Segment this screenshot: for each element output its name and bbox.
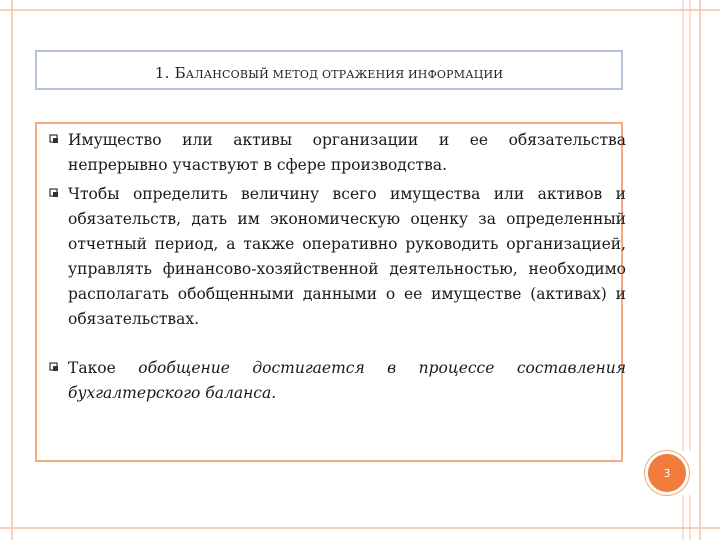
bullet-text xyxy=(68,356,626,406)
title-rest: АЛАНСОВЫЙ МЕТОД ОТРАЖЕНИЯ ИНФОРМАЦИИ xyxy=(185,68,504,81)
bullet-text-prefix: Такое xyxy=(68,359,139,377)
bullet-text: Имущество или активы организации и ее обязательства непрерывно участвуют в сфере производства. xyxy=(68,131,626,174)
bullet-text: Чтобы определить величину всего имущества или активов и обязательств, дать им экономическую оценку за определенный отчетный период, а также оперативно руководить организацией, управлять финансово-хозяйственной деятельностью, необходимо располагать обобщенными данными о ее имуществе (активах) и обязательствах. xyxy=(68,185,626,328)
page-number-badge xyxy=(645,451,689,495)
title-capital-letter: Б xyxy=(174,64,186,82)
slide-title-box xyxy=(35,50,623,90)
bullet-text-italic: обобщение достигается в процессе составления бухгалтерского баланса. xyxy=(68,359,627,402)
content-box xyxy=(35,122,627,462)
page-number: 3 xyxy=(663,466,671,480)
title-number: 1. xyxy=(154,64,175,82)
hollow-square-bullet-icon xyxy=(49,362,58,371)
hollow-square-bullet-icon xyxy=(49,188,58,197)
slide-title xyxy=(155,64,503,82)
hollow-square-bullet-icon xyxy=(49,134,58,143)
